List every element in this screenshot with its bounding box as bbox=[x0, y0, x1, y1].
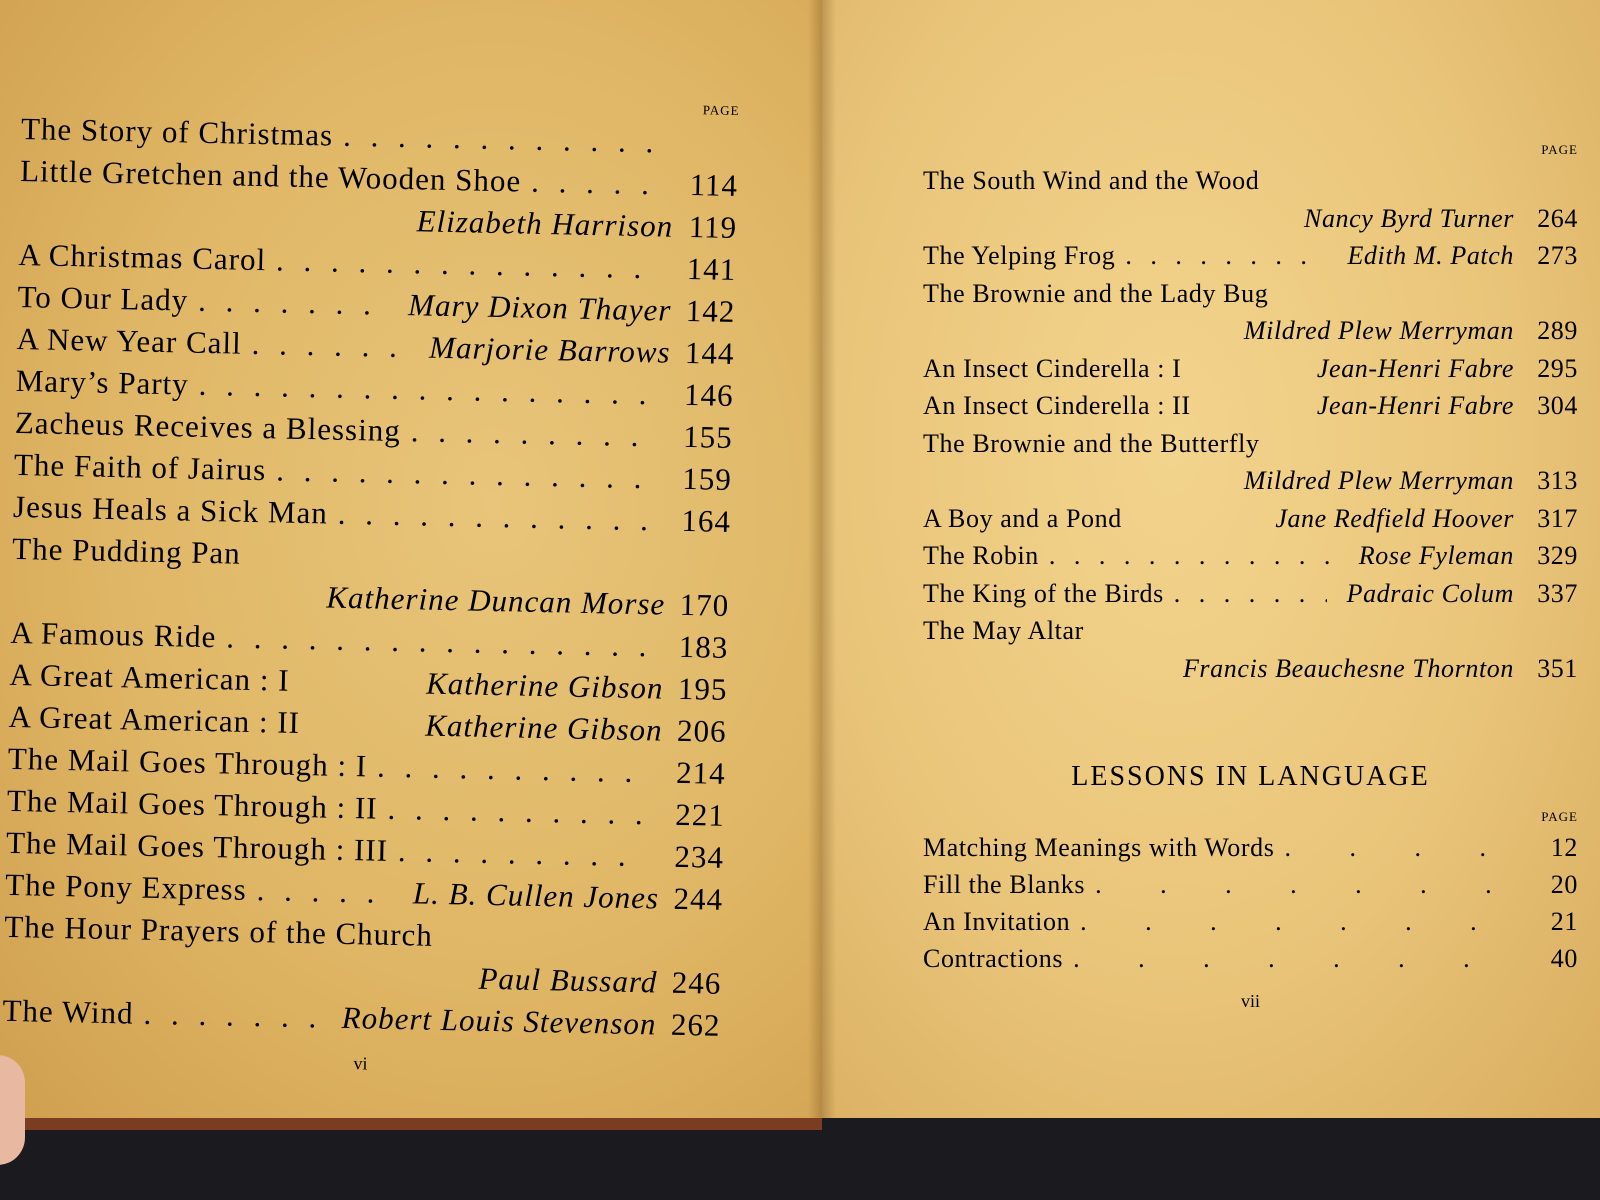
thumb bbox=[0, 1055, 25, 1165]
entry-page-number: 170 bbox=[679, 586, 730, 623]
entry-title: An Insect Cinderella : I bbox=[923, 353, 1182, 383]
contents-list bbox=[923, 162, 1578, 687]
entry-title: The Story of Christmas bbox=[20, 110, 334, 153]
dot-leader bbox=[276, 449, 648, 499]
entry-page-number bbox=[687, 153, 739, 154]
dot-leader bbox=[387, 788, 641, 835]
entry-author: Katherine Duncan Morse bbox=[326, 579, 666, 622]
contents-entry bbox=[923, 387, 1578, 425]
contents-entry bbox=[923, 162, 1578, 200]
entry-title: Matching Meanings with Words bbox=[923, 833, 1275, 862]
entry-page-number: 141 bbox=[686, 250, 737, 287]
entry-title: The Pudding Pan bbox=[11, 530, 242, 571]
line-spacer bbox=[241, 564, 656, 573]
entry-author: Rose Fyleman bbox=[1358, 541, 1514, 570]
entry-page-number: 183 bbox=[678, 628, 729, 665]
entry-author: Francis Beauchesne Thornton bbox=[1182, 653, 1514, 683]
entry-page-number: 289 bbox=[1537, 316, 1578, 345]
dot-leader bbox=[337, 493, 647, 541]
contents-entry bbox=[923, 537, 1578, 575]
entry-title: Little Gretchen and the Wooden Shoe bbox=[19, 152, 522, 199]
entry-page-number: 146 bbox=[683, 376, 734, 413]
line-spacer bbox=[300, 733, 415, 735]
entry-page-number: 206 bbox=[676, 712, 727, 749]
contents-list bbox=[2, 108, 739, 1047]
entry-title: A Great American : I bbox=[9, 656, 290, 698]
entry-page-number bbox=[678, 573, 730, 574]
entry-author: Jane Redfield Hoover bbox=[1275, 503, 1514, 533]
entry-author: Nancy Byrd Turner bbox=[1304, 203, 1514, 233]
entry-page-number: 40 bbox=[1550, 944, 1578, 973]
dot-leader bbox=[143, 993, 322, 1039]
entry-title: An Insect Cinderella : II bbox=[923, 391, 1191, 420]
dot-leader bbox=[256, 869, 393, 914]
entry-page-number: 164 bbox=[681, 502, 732, 539]
entry-author: Katherine Gibson bbox=[424, 707, 663, 748]
entry-title: The May Altar bbox=[923, 616, 1084, 645]
contents-entry bbox=[923, 200, 1578, 238]
dot-leader bbox=[198, 280, 389, 326]
entry-page-number: 295 bbox=[1537, 353, 1578, 383]
line-spacer bbox=[3, 979, 468, 989]
entry-title: The South Wind and the Wood bbox=[923, 166, 1260, 195]
lessons-heading: LESSONS IN LANGUAGE bbox=[1071, 761, 1430, 792]
entry-title: A Christmas Carol bbox=[18, 236, 267, 278]
dot-leader bbox=[1174, 575, 1327, 613]
entry-title: The Yelping Frog bbox=[923, 241, 1116, 270]
entry-title: The Brownie and the Lady Bug bbox=[923, 278, 1269, 308]
line-spacer bbox=[19, 223, 406, 231]
contents-entry bbox=[923, 612, 1578, 650]
entry-page-number: 264 bbox=[1537, 203, 1578, 233]
entry-title: Zacheus Receives a Blessing bbox=[14, 404, 402, 449]
entry-author: Paul Bussard bbox=[478, 960, 658, 1000]
entry-author: Mary Dixon Thayer bbox=[407, 287, 672, 328]
entry-page-number: 12 bbox=[1550, 833, 1578, 862]
contents-entry bbox=[923, 940, 1578, 977]
contents-entry bbox=[923, 866, 1578, 903]
entry-page-number: 155 bbox=[682, 418, 734, 455]
entry-author: Edith M. Patch bbox=[1347, 241, 1514, 270]
entry-page-number: 214 bbox=[675, 754, 727, 791]
line-spacer bbox=[433, 946, 648, 951]
dot-leader bbox=[1284, 829, 1504, 866]
entry-page-number: 159 bbox=[682, 460, 733, 497]
entry-author: Robert Louis Stevenson bbox=[341, 999, 657, 1042]
entry-title: The Robin bbox=[923, 541, 1039, 570]
entry-title: Mary’s Party bbox=[15, 362, 190, 402]
entry-title: The Mail Goes Through : III bbox=[5, 824, 389, 868]
entry-title: To Our Lady bbox=[17, 278, 189, 318]
entry-author: Jean-Henri Fabre bbox=[1316, 353, 1514, 383]
entry-title: The Mail Goes Through : I bbox=[7, 740, 368, 784]
book-gutter bbox=[808, 0, 836, 1118]
entry-title: Contractions bbox=[923, 944, 1064, 973]
page-column-label: PAGE bbox=[702, 102, 740, 119]
entry-page-number: 234 bbox=[674, 838, 725, 875]
entry-author: Mildred Plew Merryman bbox=[1243, 316, 1514, 345]
entry-title: The King of the Birds bbox=[923, 578, 1164, 608]
dot-leader bbox=[410, 410, 649, 457]
contents-entry bbox=[923, 275, 1578, 313]
contents-entry bbox=[923, 500, 1578, 538]
contents-entry bbox=[923, 829, 1578, 866]
entry-title: The Brownie and the Butterfly bbox=[923, 428, 1260, 458]
page-number-vi: vi bbox=[353, 1053, 368, 1074]
entry-title: A Great American : II bbox=[8, 698, 301, 740]
entry-page-number: 20 bbox=[1550, 870, 1578, 899]
contents-entry bbox=[923, 575, 1578, 613]
entry-title: The Pony Express bbox=[4, 866, 248, 907]
contents-entry bbox=[923, 425, 1578, 463]
dot-leader bbox=[1125, 237, 1327, 275]
entry-author: Elizabeth Harrison bbox=[416, 203, 674, 244]
dot-leader bbox=[343, 115, 656, 164]
entry-page-number: 195 bbox=[677, 670, 728, 707]
entry-title: The Mail Goes Through : II bbox=[6, 782, 378, 826]
entry-page-number: 21 bbox=[1550, 907, 1578, 936]
contents-entry bbox=[923, 462, 1578, 500]
left-contents bbox=[1, 84, 739, 1082]
line-spacer bbox=[11, 601, 316, 607]
entry-author: Jean-Henri Fabre bbox=[1316, 391, 1514, 420]
page-column-label: PAGE bbox=[1541, 142, 1578, 157]
entry-page-number: 313 bbox=[1537, 466, 1578, 495]
entry-page-number: 221 bbox=[674, 796, 726, 833]
right-contents bbox=[923, 138, 1578, 1012]
entry-author: Mildred Plew Merryman bbox=[1243, 466, 1514, 495]
dot-leader bbox=[398, 830, 641, 877]
dot-leader bbox=[377, 746, 642, 794]
entry-title: The Wind bbox=[2, 992, 134, 1031]
entry-title: Fill the Blanks bbox=[923, 870, 1086, 899]
entry-page-number: 246 bbox=[671, 964, 722, 1001]
entry-page-number: 119 bbox=[688, 208, 738, 246]
entry-page-number: 351 bbox=[1537, 653, 1578, 683]
entry-page-number: 244 bbox=[673, 880, 724, 917]
contents-entry bbox=[923, 903, 1578, 940]
entry-page-number: 114 bbox=[689, 167, 739, 204]
dot-leader bbox=[1095, 866, 1504, 903]
contents-entry bbox=[923, 312, 1578, 350]
entry-page-number: 262 bbox=[670, 1006, 721, 1043]
contents-entry bbox=[923, 237, 1578, 275]
dot-leader bbox=[251, 323, 409, 368]
entry-title: The Hour Prayers of the Church bbox=[3, 908, 434, 953]
entry-title: Jesus Heals a Sick Man bbox=[12, 488, 329, 531]
entry-title: An Invitation bbox=[923, 907, 1071, 936]
dot-leader bbox=[1049, 537, 1339, 575]
entry-title: A Boy and a Pond bbox=[923, 503, 1122, 533]
lessons-page-label: PAGE bbox=[1541, 809, 1578, 824]
entry-page-number: 144 bbox=[684, 334, 735, 371]
entry-page-number: 337 bbox=[1537, 578, 1578, 608]
entry-page-number: 317 bbox=[1537, 503, 1578, 533]
entry-page-number: 329 bbox=[1537, 541, 1578, 570]
dot-leader bbox=[1080, 903, 1504, 940]
entry-title: The Faith of Jairus bbox=[13, 446, 267, 488]
entry-author: Katherine Gibson bbox=[425, 665, 664, 706]
line-spacer bbox=[289, 691, 416, 694]
entry-page-number: 142 bbox=[685, 292, 736, 329]
dot-leader bbox=[531, 161, 655, 206]
page-number-vii: vii bbox=[1240, 991, 1260, 1011]
dot-leader bbox=[1073, 940, 1504, 977]
entry-title: A Famous Ride bbox=[10, 614, 217, 655]
contents-entry bbox=[923, 650, 1578, 688]
entry-author: Marjorie Barrows bbox=[428, 329, 671, 370]
contents-entry bbox=[923, 350, 1578, 388]
entry-page-number: 273 bbox=[1537, 241, 1578, 270]
entry-title: A New Year Call bbox=[16, 320, 243, 361]
entry-author: L. B. Cullen Jones bbox=[412, 875, 660, 916]
entry-page-number bbox=[670, 951, 722, 952]
entry-page-number: 304 bbox=[1537, 391, 1578, 420]
lessons-list bbox=[923, 829, 1578, 977]
entry-author: Padraic Colum bbox=[1346, 578, 1514, 608]
